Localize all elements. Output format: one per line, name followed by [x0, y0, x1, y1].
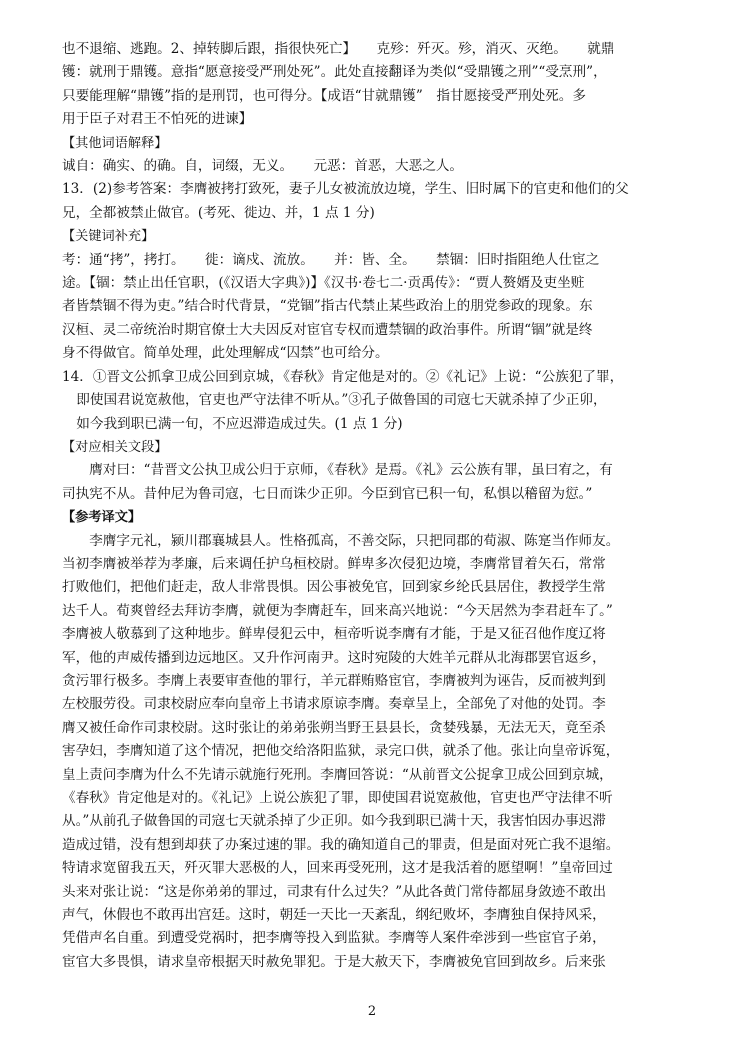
text-line: 身不得做官。简单处理，此处理解成“囚禁”也可给分。 [62, 345, 389, 362]
text-line: 特请求宽留我五天，歼灭罪大恶极的人，回来再受死刑，这才是我活着的愿望啊！”皇帝回过 [62, 860, 613, 877]
page-number: 2 [367, 1004, 377, 1019]
answer-14-line: 14．①晋文公抓拿卫成公回到京城，《春秋》肯定他是对的。②《礼记》上说：“公族犯了罪， [62, 368, 624, 385]
text-line: 即使国君说宽赦他，官吏也严守法律不听从。”③孔子做鲁国的司寇七天就杀掉了少正卯， [76, 392, 607, 409]
text-line: 李膺被人敬慕到了这种地步。鲜卑侵犯云中，桓帝听说李膺有才能，于是又征召他作度辽将 [62, 626, 606, 643]
text-line: 贪污罪行极多。李膺上表要审查他的罪行，羊元群贿赂宦官，李膺被判为诬告，反而被判到 [62, 672, 606, 689]
text-line: 用于臣子对君王不怕死的进谏】 [62, 111, 253, 128]
text-line: 从。”从前孔子做鲁国的司寇七天就杀掉了少正卯。如今我到职已满十天，我害怕因办事迟滞 [62, 813, 606, 830]
section-heading-translation: 【参考译文】 [62, 510, 142, 526]
text-line: 也不退缩、逃跑。2、掉转脚后跟，指很快死亡】 克殄：歼灭。殄，消灭、灭绝。 就鼎 [62, 41, 615, 57]
text-line: 声气，休假也不敢再出宫廷。这时，朝廷一天比一天紊乱，纲纪败坏，李膺独自保持风采， [62, 907, 606, 924]
text-line: 军，他的声威传播到边远地区。又升作河南尹。这时宛陵的大姓羊元群从北海郡罢官返乡， [62, 649, 606, 666]
text-line: 造成过错，没有想到却获了办案过速的罪。我的确知道自己的罪责，但是面对死亡我不退缩。 [62, 836, 620, 853]
text-line: 司执宪不从。昔仲尼为鲁司寇，七日而诛少正卯。今臣到官已积一旬，私惧以稽留为愆。” [62, 485, 593, 502]
text-line: 只要能理解“鼎镬”指的是刑罚，也可得分。【成语“甘就鼎镬” 指甘愿接受严刑处死。多 [62, 87, 586, 104]
text-line: 镬：就刑于鼎镬。意指“愿意接受严刑处死”。此处直接翻译为类似“受鼎镬之刑”“受烹刑”， [62, 64, 607, 81]
text-line: 膺又被任命作司隶校尉。这时张让的弟弟张朔当野王县县长，贪婪残暴，无法无天，竟至杀 [62, 719, 606, 736]
text-line: 凭借声名自重。到遭受党祸时，把李膺等投入到监狱。李膺等人案件牵涉到一些宦官子弟， [62, 930, 606, 947]
text-line: 头来对张让说：“这是你弟弟的罪过，司隶有什么过失？”从此各黄门常侍都屈身敛迹不敢出 [62, 883, 607, 900]
text-line: 兄，全都被禁止做官。(考死、徙边、并，1 点 1 分) [62, 204, 375, 221]
section-heading-passage: 【对应相关文段】 [62, 439, 168, 455]
text-line: 诚自：确实、的确。自，词缀，无义。 元恶：首恶，大恶之人。 [62, 158, 464, 175]
document-page [62, 0, 682, 1062]
section-heading-keywords: 【关键词补充】 [62, 229, 155, 245]
page-content [62, 38, 682, 974]
text-line: 当初李膺被举荐为孝廉，后来调任护乌桓校尉。鲜卑多次侵犯边境，李膺常冒着矢石，常常 [62, 555, 606, 572]
text-line: 者皆禁锢不得为吏。”结合时代背景，“党锢”指古代禁止某些政治上的朋党参政的现象。东 [62, 298, 593, 315]
text-line: 如今我到职已满一旬，不应迟滞造成过失。(1 点 1 分) [76, 415, 403, 432]
section-heading-other-words: 【其他词语解释】 [62, 135, 168, 151]
text-line: 膺对曰：“昔晋文公执卫成公归于京师，《春秋》是焉。《礼》云公族有罪，虽曰宥之，有 [89, 462, 613, 479]
text-line: 打败他们，把他们赶走，敌人非常畏惧。因公事被免官，回到家乡纶氏县居住，教授学生常 [62, 579, 606, 596]
text-line: 害孕妇，李膺知道了这个情况，把他交给洛阳监狱，录完口供，就杀了他。张让向皇帝诉冤， [62, 743, 620, 760]
text-line: 考：通“拷”，拷打。 徙：谪戍、流放。 并：皆、全。 禁锢：旧时指阻绝人仕宦之 [62, 251, 600, 268]
text-line: 宦官大多畏惧，请求皇帝根据天时赦免罪犯。于是大赦天下，李膺被免官回到故乡。后来张 [62, 953, 606, 970]
text-line: 左校服劳役。司隶校尉应奉向皇帝上书请求原谅李膺。奏章呈上，全部免了对他的处罚。李 [62, 696, 606, 713]
text-line: 李膺字元礼，颍川郡襄城县人。性格孤高，不善交际，只把同郡的荀淑、陈寔当作师友。 [89, 532, 620, 549]
text-line: 途。【锢：禁止出任官职，(《汉语大字典》)】《汉书·卷七二·贡禹传》：“贾人赘婿及吏坐赃 [62, 275, 585, 292]
text-line: 皇上责问李膺为什么不先请示就施行死刑。李膺回答说：“从前晋文公捉拿卫成公回到京城， [62, 766, 613, 783]
text-line: 汉桓、灵二帝统治时期官僚士大夫因反对宦官专权而遭禁锢的政治事件。所谓“锢”就是终 [62, 321, 593, 338]
answer-13-line: 13．(2)参考答案：李膺被拷打致死，妻子儿女被流放边境，学生、旧时属下的官吏和他们的父 [62, 181, 629, 198]
text-line: 达千人。荀爽曾经去拜访李膺，就便为李膺赶车，回来高兴地说：“今天居然为李君赶车了。” [62, 602, 613, 619]
text-line: 《春秋》肯定他是对的。《礼记》上说公族犯了罪，即使国君说宽赦他，官吏也严守法律不听 [62, 790, 613, 806]
